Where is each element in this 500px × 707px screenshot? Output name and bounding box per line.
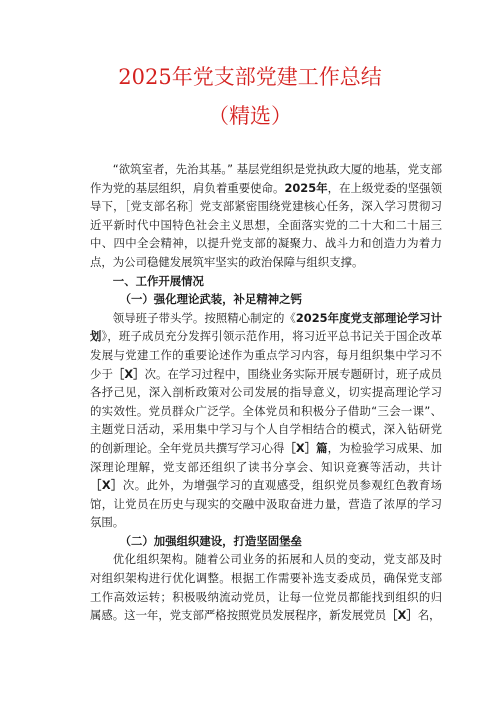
subsection-heading: （二）加强组织建设，打造坚固堡垒 [119,533,302,548]
document-subtitle: （精选） [208,104,292,128]
paragraph-organization: 优化组织架构。随着公司业务的拓展和人员的变动，党支部及时对组织架构进行优化调整。根据工作需要补选支委成员，确保党支部工作高效运转；积极吸纳流动党员，让每一位党员都能找到组织的归属感。这一年，党支部严格按照党员发展程序，新发展党员［X］名， [90,552,442,623]
section-heading: 一、工作开展情况 [112,273,204,288]
document-title: 2025年党支部党建工作总结 [118,65,382,89]
subsection-heading: （一）强化理论武装，补足精神之钙 [119,292,302,307]
document-body [90,160,442,625]
paragraph-theory: 领导班子带头学。按照精心制定的《2025年度党支部理论学习计划》，班子成员充分发挥引领示范作用，将习近平总书记关于国企改革发展与党建工作的重要论述作为重点学习内容，每月组织集中学习不少于［X］次。在学习过程中，围绕业务实际开展专题研讨，班子成员各抒己见，深入剖析政策对公司发展的指导意义，切实提高理论学习的实效性。党员群众广泛学。全体党员和积极分子借助“三会一课”、主题党日活动，采用集中学习与个人自学相结合的模式，深入钻研党的创新理论。全年党员共撰写学习心得［X］篇，为检验学习成果、加深理论理解，党支部还组织了读书分享会、知识竞赛等活动，共计［X］次。此外，为增强学习的直观感受，组织党员参观红色教育场馆，让党员在历史与现实的交融中汲取奋进力量，营造了浓厚的学习氛围。 [90,310,442,530]
intro-paragraph: “欲筑室者，先治其基。” 基层党组织是党执政大厦的地基，党支部作为党的基层组织，肩负着重要使命。2025年，在上级党委的坚强领导下，［党支部名称］党支部紧密围绕党建核心任务，深入学习贯彻习近平新时代中国特色社会主义思想，全面落实党的二十大和二十届三中、四中全会精神，以提升党支部的凝聚力、战斗力和创造力为着力点，为公司稳健发展筑牢坚实的政治保障与组织支撑。 [90,162,442,269]
